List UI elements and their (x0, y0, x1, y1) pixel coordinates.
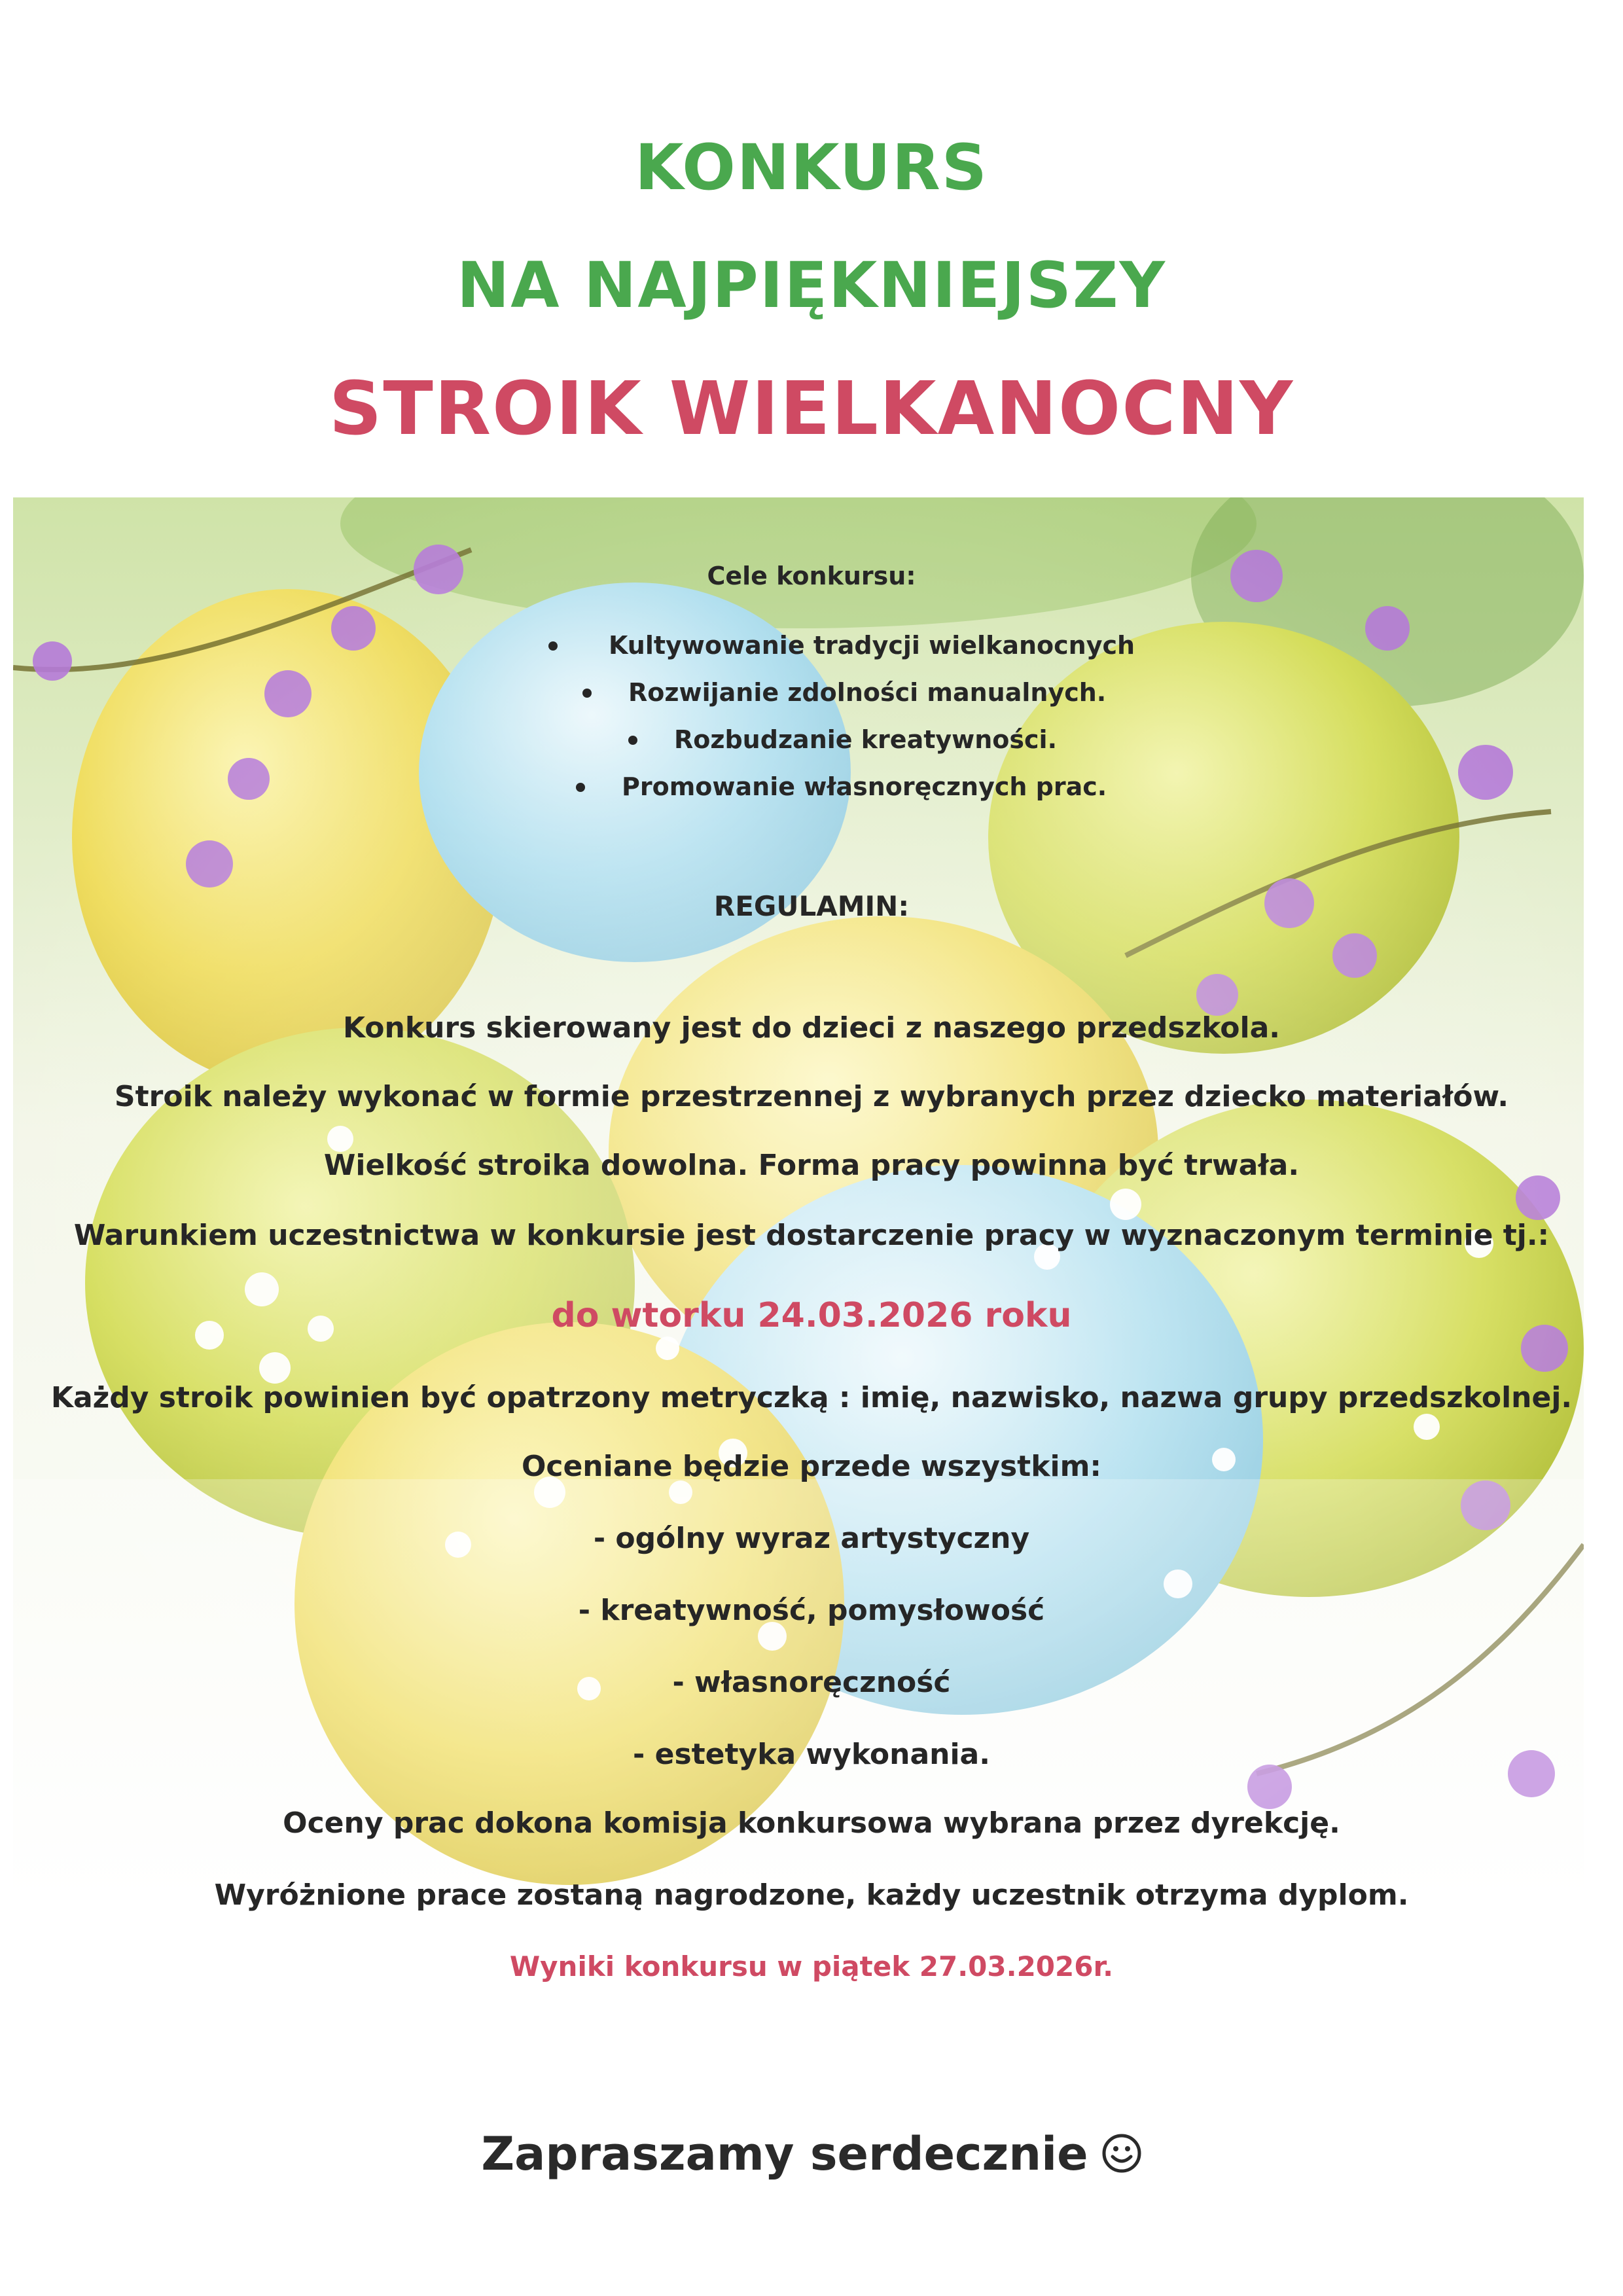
criteria-item: - estetyka wykonania. (633, 1738, 990, 1771)
goals-heading: Cele konkursu: (707, 562, 916, 590)
rules-awards: Wyróżnione prace zostaną nagrodzone, każdy uczestnik otrzyma dyplom. (214, 1878, 1409, 1912)
results-date: Wyniki konkursu w piątek 27.03.2026r. (509, 1950, 1114, 1982)
list-item: Promowanie własnoręcznych prac. (576, 763, 1161, 810)
list-item: Rozwijanie zdolności manualnych. (582, 669, 1168, 716)
criteria-item: - kreatywność, pomysłowość (578, 1594, 1045, 1627)
title-stroik-wielkanocny: STROIK WIELKANOCNY (329, 367, 1294, 452)
rules-line-condition: Warunkiem uczestnictwa w konkursie jest dostarczenie pracy w wyznaczonym terminie tj.: (73, 1219, 1550, 1252)
criteria-heading: Oceniane będzie przede wszystkim: (521, 1450, 1102, 1483)
bullet-icon (582, 689, 592, 698)
bullet-icon (576, 783, 585, 792)
title-na-najpiekniejszy: NA NAJPIĘKNIEJSZY (456, 249, 1167, 322)
invitation-text: Zapraszamy serdecznie (481, 2127, 1088, 2181)
rules-heading: REGULAMIN: (713, 890, 910, 922)
rules-line-form: Stroik należy wykonać w formie przestrzennej z wybranych przez dziecko materiałów. (114, 1080, 1509, 1113)
bullet-icon (548, 641, 558, 651)
criteria-item: - własnoręczność (672, 1666, 951, 1699)
title-konkurs: KONKURS (635, 131, 988, 204)
bullet-icon (628, 736, 637, 745)
rules-line-target: Konkurs skierowany jest do dzieci z naszego przedszkola. (342, 1011, 1281, 1045)
rules-jury: Oceny prac dokona komisja konkursowa wybrana przez dyrekcję. (283, 1806, 1340, 1840)
goals-list (550, 622, 1135, 810)
smiley-icon (1101, 2131, 1142, 2185)
deadline: do wtorku 24.03.2026 roku (551, 1296, 1072, 1335)
list-item: Kultywowanie tradycji wielkanocnych (550, 622, 1135, 669)
invitation (0, 2127, 1623, 2185)
criteria-item: - ogólny wyraz artystyczny (593, 1522, 1030, 1555)
rules-line-size: Wielkość stroika dowolna. Forma pracy powinna być trwała. (323, 1149, 1300, 1182)
list-item: Rozbudzanie kreatywności. (628, 716, 1213, 763)
rules-label-line: Każdy stroik powinien być opatrzony metryczką : imię, nazwisko, nazwa grupy przedszkolnej. (50, 1381, 1573, 1414)
